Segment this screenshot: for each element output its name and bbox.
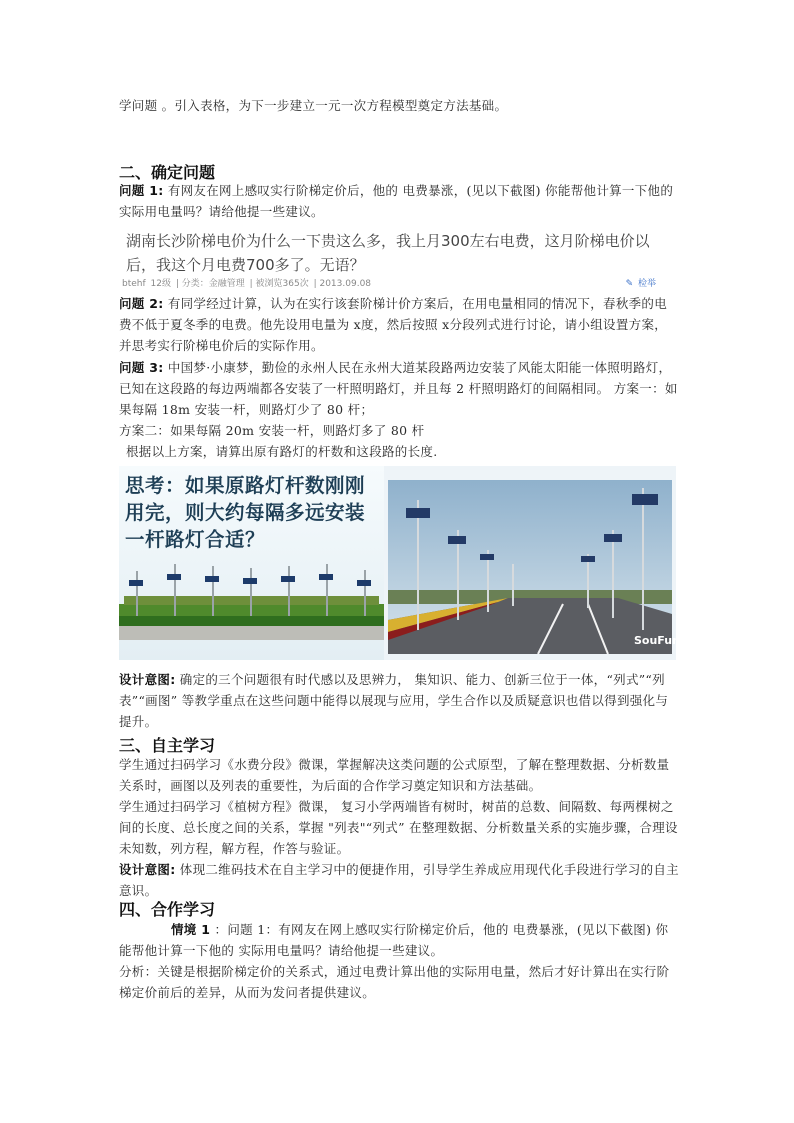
- analysis-paragraph: 分析：关键是根据阶梯定价的关系式，通过电费计算出他的实际用电量，然后才好计算出在实行阶梯定价前后的差异，从而为发问者提供建议。: [119, 964, 670, 1000]
- forum-level: 12级: [150, 279, 171, 289]
- design-intent-1-text: 确定的三个问题很有时代感以及思辨力， 集知识、能力、创新三位于一体，“列式”“列表”“画图” 等教学重点在这些问题中能得以展现与应用，学生合作以及质疑意识也借以得到强化与提升。: [119, 672, 669, 729]
- question-3-ask: 根据以上方案，请算出原有路灯的杆数和这段路的长度.: [126, 444, 438, 459]
- soufun-logo: SouFun: [634, 634, 680, 647]
- question-3-label: 问题 3:: [119, 360, 164, 375]
- design-intent-1-label: 设计意图:: [119, 672, 176, 687]
- banner-left-panel: [119, 466, 384, 660]
- road-photo: [388, 480, 680, 654]
- streetlight-illustration: [119, 466, 384, 660]
- question-1-label: 问题 1:: [119, 183, 164, 198]
- question-3: [119, 357, 679, 420]
- design-intent-2: [119, 859, 679, 901]
- question-2-label: 问题 2:: [119, 296, 164, 311]
- design-intent-2-label: 设计意图:: [119, 862, 176, 877]
- streetlight-banner: [119, 466, 680, 660]
- road-photo-graphic: [388, 480, 680, 654]
- forum-category: 分类：金融管理: [181, 279, 245, 289]
- forum-user: btehf: [122, 279, 146, 289]
- design-intent-1: [119, 669, 679, 732]
- question-2: [119, 293, 679, 356]
- section-3-paragraph-2: 学生通过扫码学习《植树方程》微课， 复习小学两端皆有树时，树苗的总数、间隔数、每两棵树之间的长度、总长度之间的关系，掌握 "列表"“列式” 在整理数据、分析数量关系的实施步骤，合理设未知数，列方程，解方程，作答与验证。: [119, 799, 678, 856]
- section-2-title: 二、确定问题: [119, 163, 216, 182]
- section-3-paragraph-1: 学生通过扫码学习《水费分段》微课，掌握解决这类问题的公式原型，了解在整理数据、分析数量关系时，画图以及列表的重要性，为后面的合作学习奠定知识和方法基础。: [119, 757, 670, 793]
- question-1-text: 有网友在网上感叹实行阶梯定价后，他的 电费暴涨，(见以下截图) 你能帮他计算一下他的 实际用电量吗？请给他提一些建议。: [119, 183, 674, 219]
- question-2-text: 有同学经过计算，认为在实行该套阶梯计价方案后，在用电量相同的情况下，春秋季的电费不低于夏冬季的电费。他先设用电量为 x度，然后按照 x分段列式进行讨论，请小组设置方案，并思考实行阶梯电价后的实际作用。: [119, 296, 668, 353]
- forum-date: 2013.09.08: [319, 279, 372, 289]
- report-label: 检举: [637, 279, 656, 289]
- forum-screenshot: [119, 229, 675, 289]
- report-link[interactable]: [626, 276, 658, 289]
- report-icon: ✎: [625, 279, 634, 289]
- forum-views: 被浏览365次: [255, 279, 309, 289]
- forum-question-title: 湖南长沙阶梯电价为什么一下贵这么多，我上月300左右电费，这月阶梯电价以后，我这个月电费700多了。无语？: [126, 232, 650, 274]
- question-3-plan-2: 方案二：如果每隔 20m 安装一杆，则路灯多了 80 杆: [119, 423, 425, 438]
- scene-1: [119, 919, 679, 961]
- design-intent-2-text: 体现二维码技术在自主学习中的便捷作用，引导学生养成应用现代化手段进行学习的自主意识。: [119, 862, 679, 898]
- question-1: [119, 180, 679, 222]
- forum-meta: btehf 12级 | 分类：金融管理 | 被浏览365次 | 2013.09.08 ✎ 检举: [122, 276, 674, 289]
- banner-thinking-text: 思考：如果原路灯杆数刚刚用完，则大约每隔多远安装一杆路灯合适？: [125, 474, 366, 551]
- intro-line: 学问题 。引入表格，为下一步建立一元一次方程模型奠定方法基础。: [119, 98, 508, 113]
- scene-1-text: ：问题 1：有网友在网上感叹实行阶梯定价后，他的 电费暴涨，(见以下截图) 你能帮他计算一下他的 实际用电量吗？请给他提一些建议。: [119, 922, 669, 958]
- scene-1-label: 情境 1: [171, 922, 211, 937]
- question-3-text: 中国梦·小康梦，勤俭的永州人民在永州大道某段路两边安装了风能太阳能一体照明路灯，已知在这段路的每边两端都各安装了一杆照明路灯，并且每 2 杆照明路灯的间隔相同。 方案一：如果每隔 18m 安装一杆，则路灯少了 80 杆；: [119, 360, 678, 417]
- section-3-title: 三、自主学习: [119, 736, 216, 755]
- section-4-title: 四、合作学习: [119, 900, 216, 919]
